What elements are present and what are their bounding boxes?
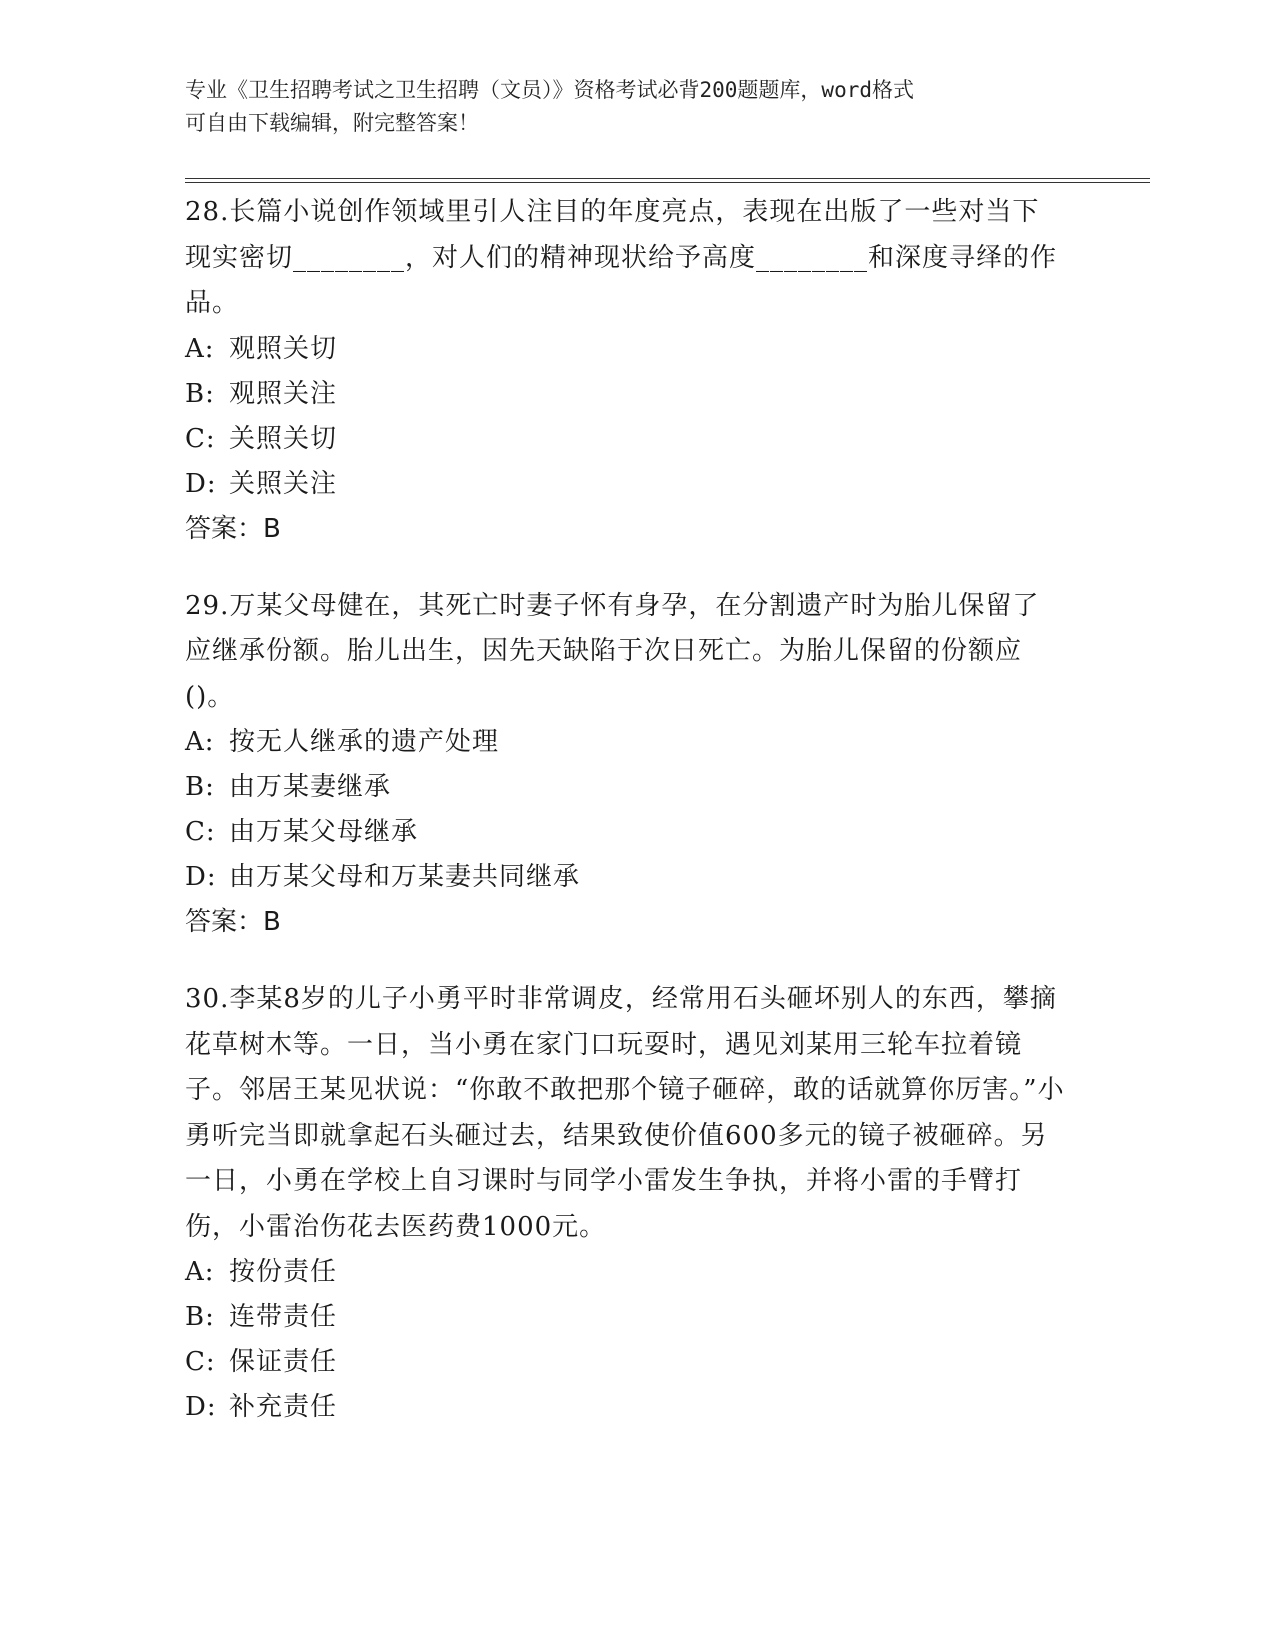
answer-line: 答案：B [185, 513, 281, 544]
option-d [185, 1385, 1065, 1430]
header-title-line-2: 可自由下载编辑，附完整答案！ [185, 111, 479, 135]
option-c [185, 417, 1065, 462]
option-text: 按份责任 [229, 1257, 338, 1287]
option-key: D: [185, 468, 217, 499]
option-text: 按无人继承的遗产处理 [229, 727, 500, 757]
option-key: B: [185, 1302, 215, 1332]
option-key: D: [185, 862, 217, 892]
option-text: 保证责任 [229, 1347, 338, 1377]
option-c [185, 810, 1065, 855]
option-key: A: [185, 1257, 215, 1287]
option-a [185, 327, 1065, 372]
question-text: 30.李某8岁的儿子小勇平时非常调皮，经常用石头砸坏别人的东西，攀摘花草树木等。一日，当小勇在家门口玩耍时，遇见刘某用三轮车拉着镜子。邻居王某见状说：“你敢不敢把那个镜子砸碎，敢的话就算你厉害。”小勇听完当即就拿起石头砸过去，结果致使价值600多元的镜子被砸碎。另一日，小勇在学校上自习课时与同学小雷发生争执，并将小雷的手臂打伤，小雷治伤花去医药费1000元。 [185, 984, 1065, 1242]
option-text: 关照关切 [229, 423, 338, 454]
option-text: 连带责任 [229, 1302, 338, 1332]
question-text: 29.万某父母健在，其死亡时妻子怀有身孕，在分割遗产时为胎儿保留了应继承份额。胎儿出生，因先天缺陷于次日死亡。为胎儿保留的份额应()。 [185, 590, 1040, 712]
option-key: B: [185, 772, 215, 802]
header-title-line-1: 专业《卫生招聘考试之卫生招聘（文员）》资格考试必背200题题库，word格式 [185, 78, 914, 102]
option-key: D: [185, 1392, 217, 1422]
option-b [185, 765, 1065, 810]
option-text: 观照关切 [229, 333, 338, 364]
header-divider [185, 178, 1150, 183]
option-key: C: [185, 423, 216, 454]
option-d [185, 462, 1065, 507]
option-d [185, 855, 1065, 900]
option-a [185, 720, 1065, 765]
option-key: A: [185, 333, 215, 364]
document-header [185, 74, 1065, 140]
question-29 [185, 584, 1065, 946]
option-text: 补充责任 [229, 1392, 338, 1422]
option-key: C: [185, 817, 216, 847]
option-a [185, 1250, 1065, 1295]
option-text: 由万某妻继承 [229, 772, 392, 802]
question-28 [185, 190, 1065, 552]
option-text: 由万某父母继承 [229, 817, 419, 847]
option-c [185, 1340, 1065, 1385]
question-list [185, 190, 1065, 1462]
question-30 [185, 977, 1065, 1430]
option-key: C: [185, 1347, 216, 1377]
option-text: 观照关注 [229, 378, 338, 409]
option-b [185, 1295, 1065, 1340]
option-key: A: [185, 727, 215, 757]
option-b [185, 372, 1065, 417]
option-text: 由万某父母和万某妻共同继承 [229, 862, 581, 892]
answer-line: 答案：B [185, 907, 281, 937]
question-text: 28.长篇小说创作领域里引人注目的年度亮点，表现在出版了一些对当下现实密切________，对人们的精神现状给予高度________和深度寻绎的作品。 [185, 197, 1058, 318]
option-key: B: [185, 378, 215, 409]
option-text: 关照关注 [229, 468, 338, 499]
